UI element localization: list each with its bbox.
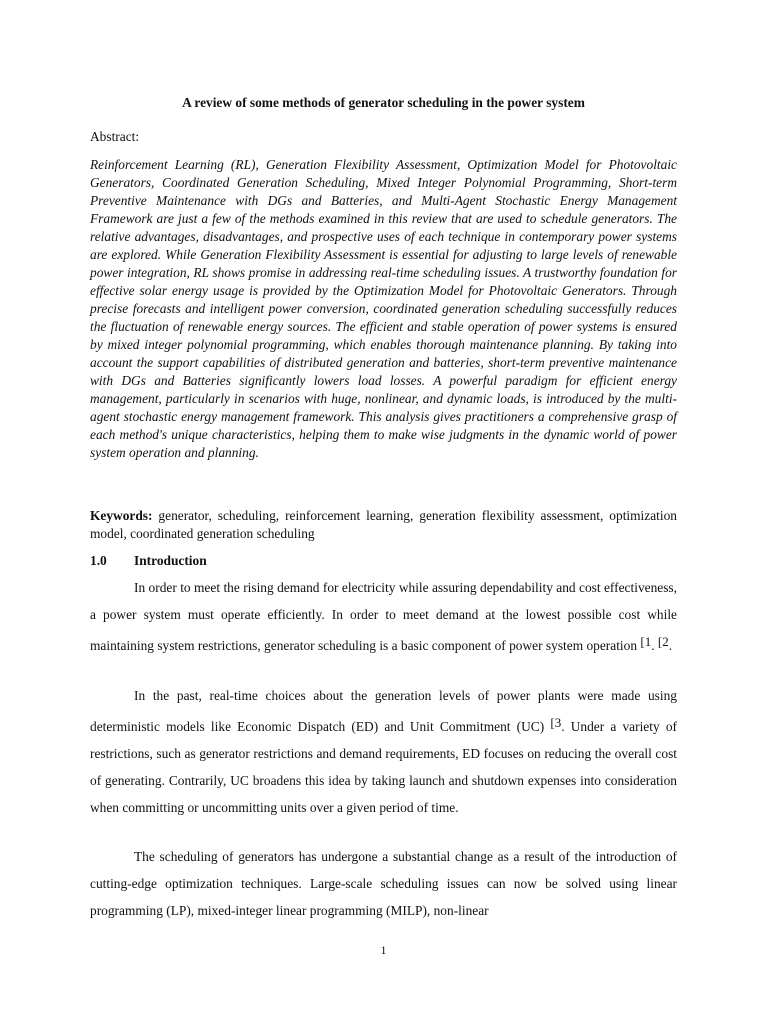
paragraph-text-rest: . Under a variety of restrictions, such as generator restrictions and demand requirements, ED focuses on reducing the overall cost of generating. Contrarily, UC broadens this idea by taking launch and shutdown expenses into consideration when committing or uncommitting units over a given period of time. bbox=[90, 719, 677, 815]
section-number: 1.0 bbox=[90, 553, 107, 568]
abstract-text: Reinforcement Learning (RL), Generation Flexibility Assessment, Optimization Model for Photovoltaic Generators, Coordinated Generation Scheduling, Mixed Integer Polynomial Programming, Short-term Preventive Maintenance with DGs and Batteries, and Multi-Agent Stochastic Energy Management Framework are just a few of the methods examined in this review that are used to schedule generators. The relative advantages, disadvantages, and prospective uses of each technique in contemporary power systems are explored. While Generation Flexibility Assessment is essential for adjusting to large levels of renewable power integration, RL shows promise in addressing real-time scheduling issues. A trustworthy foundation for effective solar energy usage is provided by the Optimization Model for Photovoltaic Generators. Through precise forecasts and intelligent power conversion, coordinated generation scheduling successfully reduces the fluctuation of renewable energy sources. The efficient and stable operation of power systems is ensured by mixed integer polynomial programming, which enables thorough maintenance planning. By taking into account the support capabilities of distributed generation and batteries, short-term preventive maintenance with DGs and Batteries significantly lowers load losses. A powerful paradigm for efficient energy management, particularly in scenarios with huge, nonlinear, and dynamic loads, is introduced by the multi-agent stochastic energy management framework. This analysis gives practitioners a comprehensive grasp of each method's unique characteristics, helping them to make wise judgments in the dynamic world of power system operation and planning. bbox=[90, 157, 677, 460]
keywords-text: generator, scheduling, reinforcement learning, generation flexibility assessment, optimization model, coordinated generation scheduling bbox=[90, 508, 677, 541]
intro-paragraph-3: The scheduling of generators has undergone a substantial change as a result of the introduction of cutting-edge optimization techniques. Large-scale scheduling issues can now be solved using linear programming (LP), mixed-integer linear programming (MILP), non-linear bbox=[90, 849, 677, 918]
paragraph-end: . bbox=[668, 638, 673, 653]
citation-2[interactable]: [2 bbox=[657, 634, 669, 649]
page-number: 1 bbox=[380, 943, 387, 957]
citation-separator: . bbox=[651, 638, 658, 653]
citation-3[interactable]: [3 bbox=[550, 715, 562, 730]
abstract-label: Abstract: bbox=[90, 129, 140, 144]
paragraph-text: In order to meet the rising demand for electricity while assuring dependability and cost effectiveness, a power system must operate efficiently. In order to meet demand at the lowest possible cost while maintaining system restrictions, generator scheduling is a basic component of power system operation bbox=[90, 580, 677, 653]
section-heading bbox=[90, 553, 207, 569]
paragraph-text: In the past, real-time choices about the generation levels of power plants were made using deterministic models like Economic Dispatch (ED) and Unit Commitment (UC) bbox=[90, 688, 677, 734]
section-title: Introduction bbox=[134, 553, 207, 568]
citation-1[interactable]: [1 bbox=[640, 634, 652, 649]
paper-title: A review of some methods of generator scheduling in the power system bbox=[182, 95, 585, 110]
keywords bbox=[90, 507, 677, 543]
intro-paragraph-2 bbox=[90, 682, 677, 821]
keywords-label: Keywords: bbox=[90, 508, 153, 523]
intro-paragraph-1 bbox=[90, 574, 677, 659]
